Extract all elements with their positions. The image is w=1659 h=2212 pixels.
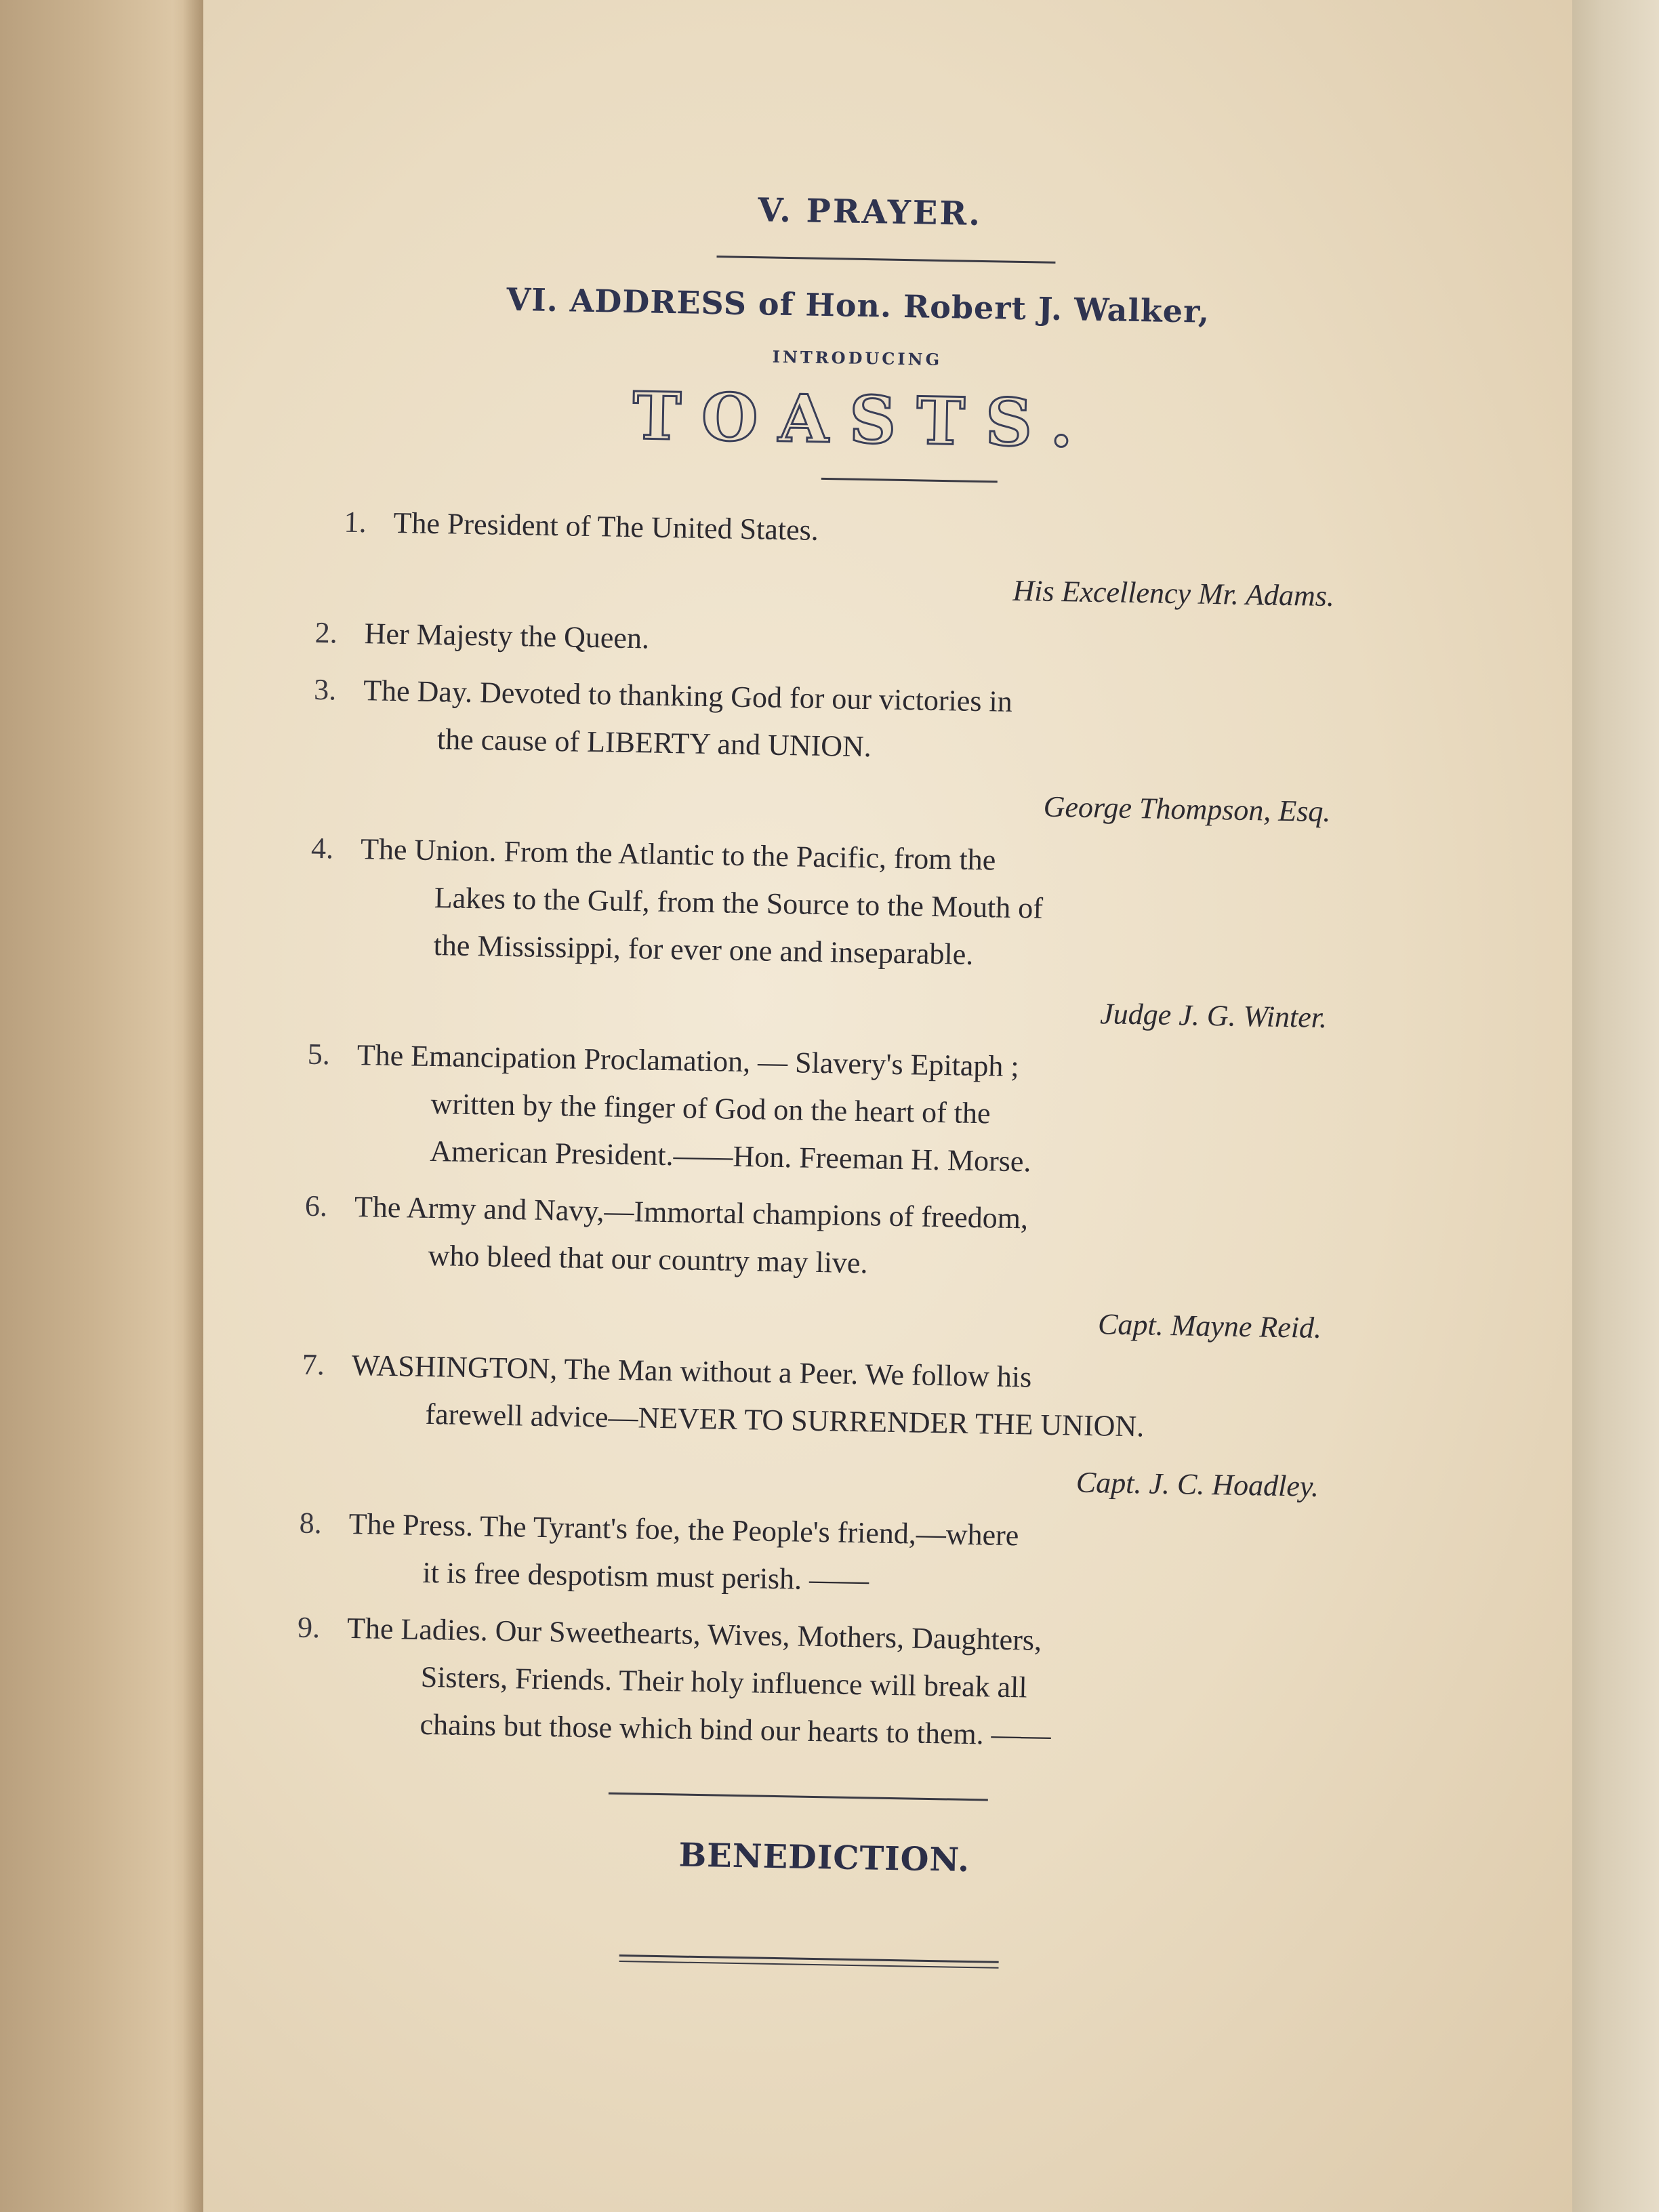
toast-line: the Mississippi, for ever one and inseparable. <box>433 928 974 971</box>
toast-text <box>353 1183 1324 1295</box>
toast-line: WASHINGTON, The Man without a Peer. We follow his <box>351 1349 1032 1394</box>
divider-rule <box>821 478 998 483</box>
toast-line: it is free despotism must perish. —— <box>422 1555 869 1597</box>
program-page <box>203 0 1572 2212</box>
toast-text <box>355 1031 1326 1191</box>
toast-item-1 <box>278 497 1336 563</box>
toast-line: The Ladies. Our Sweethearts, Wives, Mothers, Daughters, <box>346 1611 1042 1657</box>
toast-text <box>393 499 1336 563</box>
toast-item-6 <box>265 1182 1324 1295</box>
toast-speaker: Capt. Mayne Reid. <box>1097 1307 1322 1345</box>
divider-rule <box>716 255 1055 264</box>
toast-item-9 <box>257 1603 1316 1764</box>
toast-text <box>359 825 1330 985</box>
toast-number: 8. <box>299 1506 323 1540</box>
toast-item-5 <box>267 1030 1326 1191</box>
toast-number: 7. <box>302 1347 325 1382</box>
toast-speaker: Capt. J. C. Hoadley. <box>1076 1465 1319 1503</box>
toast-text <box>364 610 1334 674</box>
page-content <box>253 156 1342 1974</box>
toast-line: written by the finger of God on the heart of the <box>430 1086 991 1130</box>
toast-line: American President.——Hon. Freeman H. Morse. <box>429 1134 1031 1179</box>
toast-line: The Emancipation Proclamation, — Slavery's Epitaph ; <box>356 1038 1020 1084</box>
toast-line: The Press. The Tyrant's foe, the People's friend,—where <box>348 1507 1019 1553</box>
toast-line: the cause of LIBERTY and UNION. <box>436 722 872 764</box>
divider-rule <box>609 1793 988 1801</box>
toast-number: 3. <box>313 672 337 707</box>
toast-text <box>350 1342 1321 1454</box>
toast-text <box>348 1500 1318 1612</box>
toast-number: 4. <box>310 831 334 865</box>
prayer-heading: V. PRAYER. <box>757 191 983 233</box>
toast-text <box>345 1605 1316 1764</box>
address-heading: VI. ADDRESS of Hon. Robert J. Walker, <box>506 281 1210 330</box>
left-page-edge <box>0 0 203 2212</box>
toast-item-2 <box>276 609 1334 674</box>
toast-line: The Army and Navy,—Immortal champions of freedom, <box>354 1190 1029 1235</box>
toast-line: chains but those which bind our hearts to them. —— <box>419 1707 1052 1753</box>
toast-line: The President of The United States. <box>393 506 819 547</box>
toast-line: The Union. From the Atlantic to the Pacific, from the <box>360 832 996 877</box>
toast-item-3 <box>274 665 1332 779</box>
toast-line: Sisters, Friends. Their holy influence will break all <box>420 1660 1028 1704</box>
toast-line: who bleed that our country may live. <box>428 1238 868 1280</box>
toast-number: 2. <box>314 615 338 650</box>
toast-speaker: His Excellency Mr. Adams. <box>1012 573 1335 613</box>
toasts-heading: TOASTS. <box>632 377 1094 462</box>
page-stack-edge <box>1564 0 1659 2212</box>
toast-line: The Day. Devoted to thanking God for our victories in <box>363 674 1013 718</box>
benediction-heading: BENEDICTION. <box>678 1836 970 1880</box>
toast-number: 5. <box>307 1037 331 1071</box>
toast-item-4 <box>270 824 1330 985</box>
toast-text <box>362 667 1332 779</box>
toast-line: farewell advice—NEVER TO SURRENDER THE UNION. <box>425 1397 1145 1443</box>
toast-line: Lakes to the Gulf, from the Source to the Mouth of <box>434 881 1044 925</box>
toast-line: Her Majesty the Queen. <box>364 617 650 655</box>
toast-speaker: Judge J. G. Winter. <box>1099 997 1328 1035</box>
double-rule <box>619 1954 999 1969</box>
toast-item-8 <box>260 1499 1318 1612</box>
toast-number: 6. <box>304 1189 328 1223</box>
toast-item-7 <box>262 1340 1321 1454</box>
toast-number: 9. <box>297 1610 321 1645</box>
toast-speaker: George Thompson, Esq. <box>1043 790 1331 829</box>
toast-number: 1. <box>344 505 367 539</box>
introducing-label: INTRODUCING <box>772 346 943 369</box>
